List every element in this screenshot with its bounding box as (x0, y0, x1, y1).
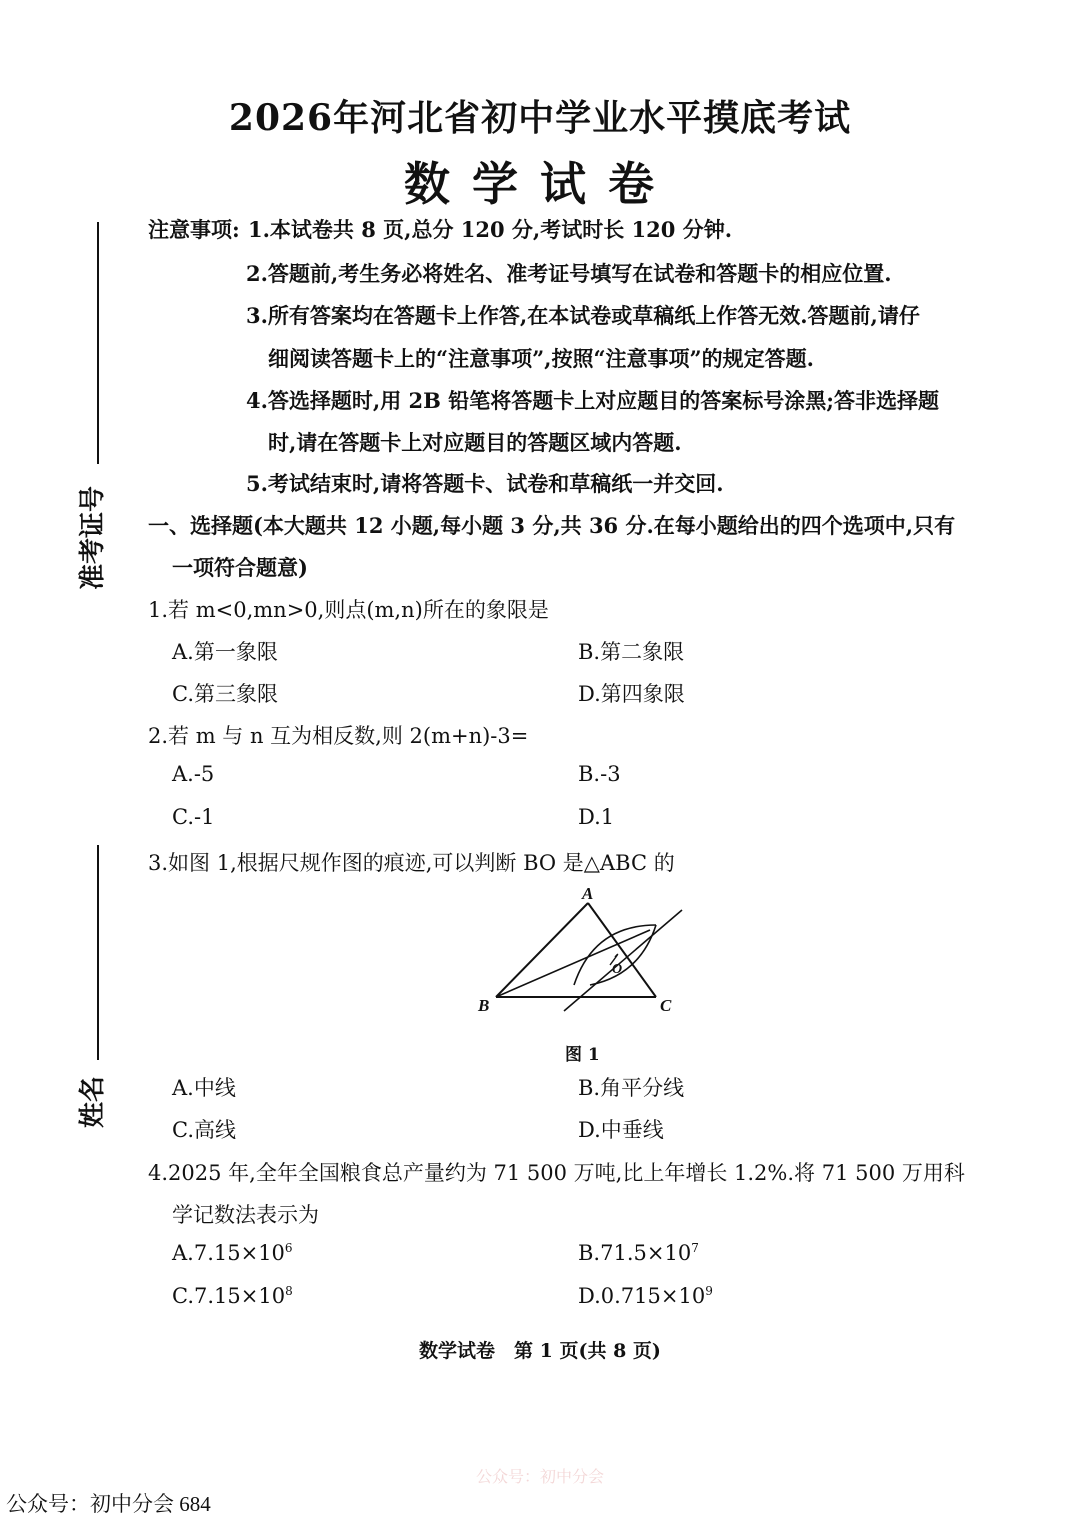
option: C.高线 (172, 1118, 236, 1142)
option: D.中垂线 (578, 1118, 664, 1142)
watermark-left: 公众号：初中分会 684 (6, 1492, 211, 1516)
option: D.第四象限 (578, 682, 685, 706)
figure-caption: 图 1 (565, 1045, 600, 1065)
option: B.-3 (578, 762, 621, 786)
section-heading: 一、选择题(本大题共 12 小题,每小题 3 分,共 36 分.在每小题给出的四个选项中,只有 (148, 513, 956, 538)
notes-item: 5.考试结束时,请将答题卡、试卷和草稿纸一并交回. (246, 471, 724, 496)
option: B.第二象限 (578, 640, 685, 664)
exam-id-label: 准考证号 (78, 485, 108, 590)
line-bo (496, 930, 650, 997)
notes-item: 细阅读答题卡上的“注意事项”,按照“注意事项”的规定答题. (268, 346, 814, 371)
notes-label: 注意事项: (148, 217, 240, 242)
watermark-center: 公众号：初中分会 (475, 1467, 604, 1486)
option: B.角平分线 (578, 1076, 685, 1100)
question-stem-cont: 学记数法表示为 (172, 1203, 319, 1227)
vertex-label-c: C (660, 996, 672, 1015)
option: D.1 (578, 805, 615, 829)
question-stem: 1.若 m<0,mn>0,则点(m,n)所在的象限是 (148, 598, 549, 622)
point-label-o: O (612, 962, 623, 977)
option: C.第三象限 (172, 682, 278, 706)
page-footer: 数学试卷 第 1 页(共 8 页) (419, 1340, 661, 1362)
construction-arc (590, 925, 656, 985)
notes-item: 时,请在答题卡上对应题目的答题区域内答题. (268, 430, 682, 455)
vertex-label-a: A (582, 885, 594, 903)
notes-item: 4.答选择题时,用 2B 铅笔将答题卡上对应题目的答案标号涂黑;答非选择题 (246, 388, 939, 413)
exam-title: 2026年河北省初中学业水平摸底考试 (228, 97, 852, 139)
vertex-label-b: B (478, 996, 490, 1015)
option: A.-5 (172, 762, 215, 786)
question-stem: 3.如图 1,根据尺规作图的痕迹,可以判断 BO 是△ABC 的 (148, 851, 675, 875)
option: A.第一象限 (172, 640, 278, 664)
notes-item: 3.所有答案均在答题卡上作答,在本试卷或草稿纸上作答无效.答题前,请仔 (246, 303, 920, 328)
option: $C.7.15\times 10^8$ (172, 1284, 293, 1308)
exam-id-line (97, 222, 99, 464)
triangle-figure (470, 885, 700, 1020)
question-stem: 4.2025 年,全年全国粮食总产量约为 71 500 万吨,比上年增长 1.2%.将 71 500 万用科 (148, 1161, 965, 1185)
name-label: 姓名 (78, 1075, 108, 1128)
option: C.-1 (172, 805, 215, 829)
option: $A.7.15\times 10^6$ (172, 1241, 293, 1265)
notes-item: 2.答题前,考生务必将姓名、准考证号填写在试卷和答题卡的相应位置. (246, 261, 892, 286)
exam-subtitle: 数学试卷 (404, 157, 676, 211)
option: A.中线 (172, 1076, 236, 1100)
option: $D.0.715\times 10^9$ (578, 1284, 713, 1308)
name-line (97, 845, 99, 1060)
section-heading-cont: 一项符合题意) (172, 555, 308, 580)
question-stem: 2.若 m 与 n 互为相反数,则 2(m+n)-3= (148, 724, 529, 748)
notes-item: 1.本试卷共 8 页,总分 120 分,考试时长 120 分钟. (248, 217, 733, 242)
option: $B.71.5\times 10^7$ (578, 1241, 699, 1265)
